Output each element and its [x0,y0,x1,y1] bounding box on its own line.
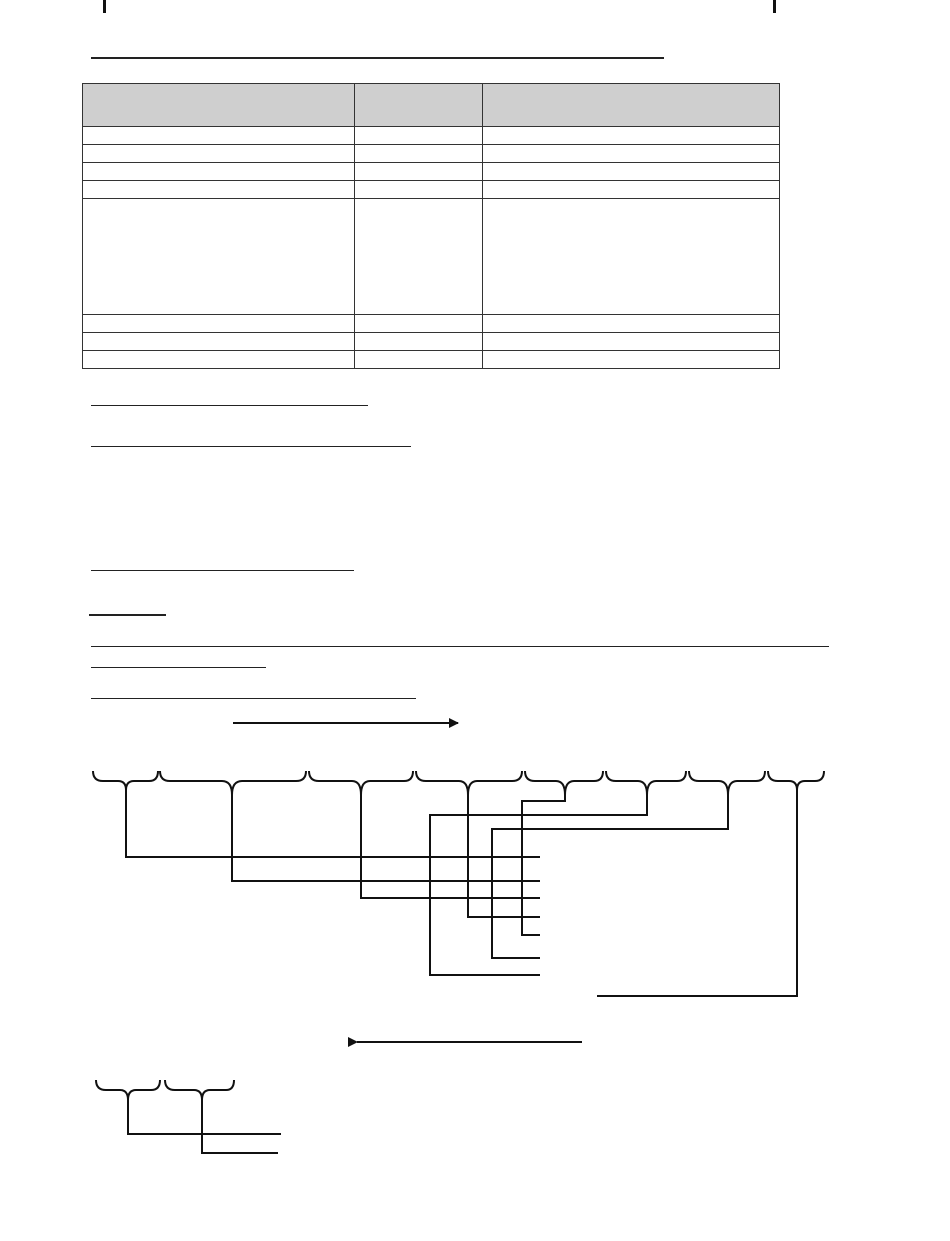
leader-line [430,795,647,975]
bottom-field-brace [165,1080,234,1100]
bottom-leader-line [128,1100,281,1134]
leader-line [361,795,540,898]
field-brace [160,771,306,795]
bottom-field-brace [96,1080,160,1100]
field-brace [768,771,824,790]
field-brace [309,771,413,795]
field-brace [93,771,158,790]
field-brace [525,771,603,795]
leader-line [126,790,540,857]
field-brace [606,771,686,795]
leader-line [232,795,540,881]
bottom-leader-line [202,1100,278,1153]
leader-line [597,790,797,996]
leader-line [492,795,728,958]
field-brace [689,771,765,795]
field-brace [416,771,522,795]
